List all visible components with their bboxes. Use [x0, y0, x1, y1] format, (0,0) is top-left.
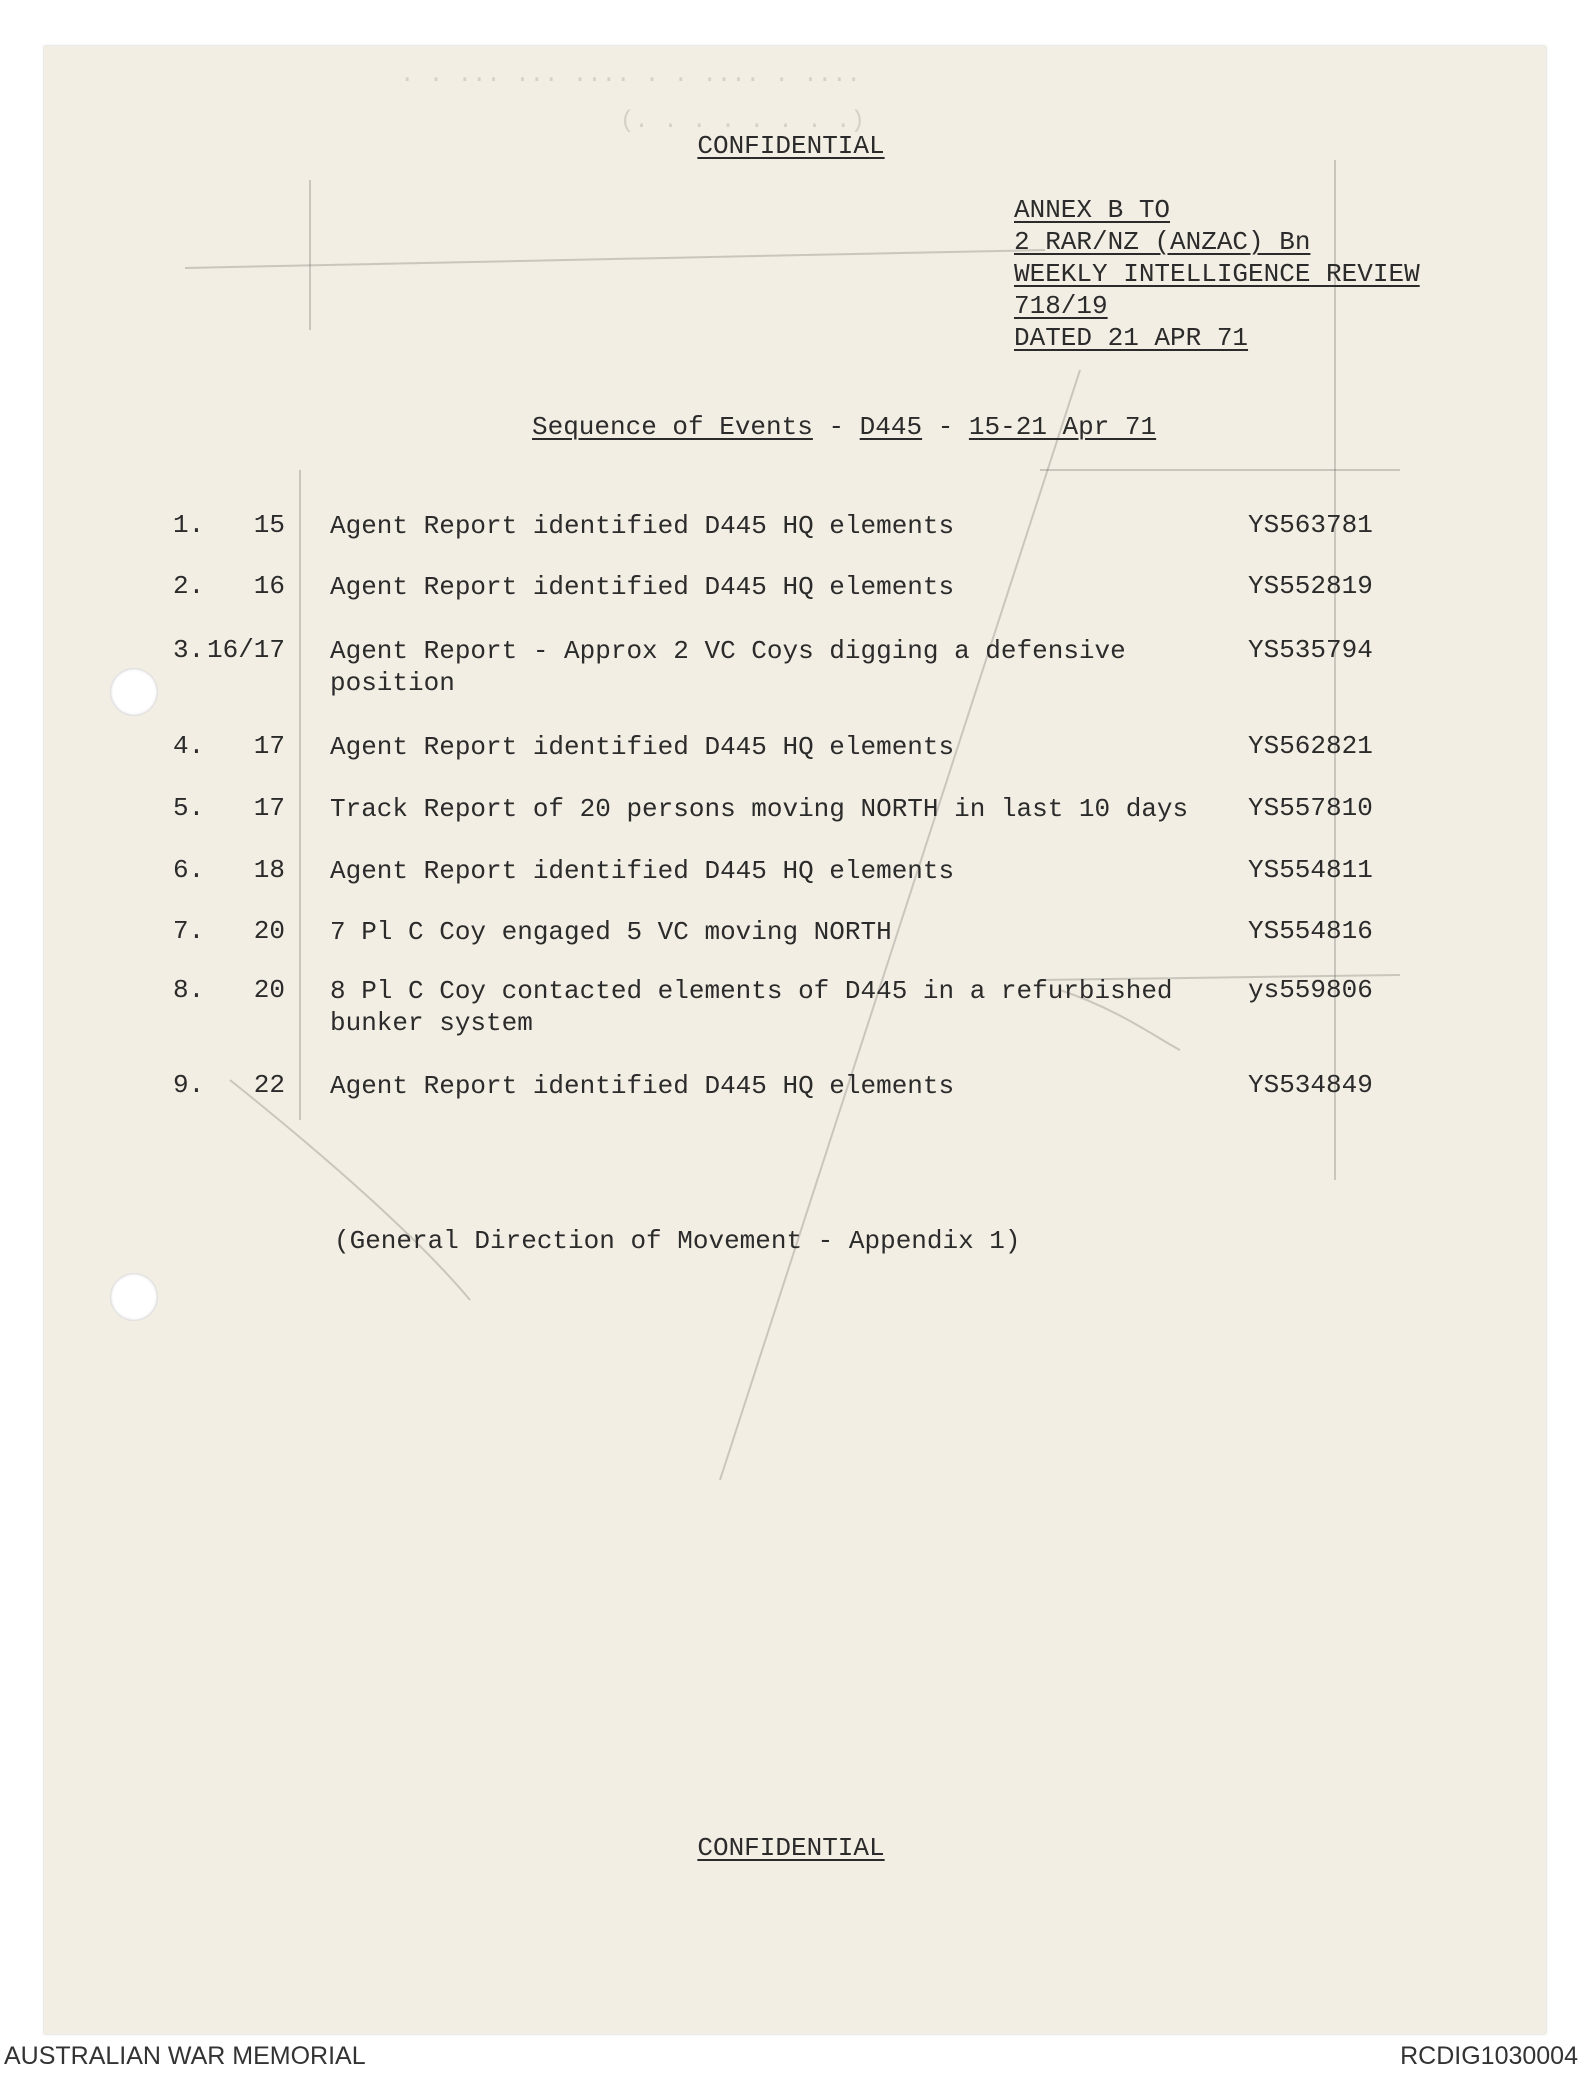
- header-classification: CONFIDENTIAL: [697, 131, 885, 161]
- event-date: 18: [253, 855, 285, 885]
- event-date: 16: [253, 571, 285, 601]
- annex-block: [1014, 194, 1420, 354]
- event-grid-reference: YS534849: [1248, 1070, 1373, 1100]
- event-grid-reference: YS554816: [1248, 916, 1373, 946]
- event-grid-reference: YS563781: [1248, 510, 1373, 540]
- archive-identifier: RCDIG1030004: [1400, 2042, 1578, 2070]
- event-grid-reference: YS535794: [1248, 635, 1373, 665]
- annex-line: DATED 21 APR 71: [1014, 323, 1249, 353]
- event-number: 3.: [173, 635, 205, 665]
- event-grid-reference: YS557810: [1248, 793, 1373, 823]
- event-date: 20: [253, 916, 285, 946]
- bleed-through-text: . . ... ... .... . . .... . ....: [400, 62, 861, 89]
- event-description: Agent Report - Approx 2 VC Coys digging a defensive position: [330, 636, 1126, 698]
- event-number: 1.: [173, 510, 205, 540]
- event-description: 7 Pl C Coy engaged 5 VC moving NORTH: [330, 917, 892, 947]
- bleed-through-text: (. . . . . . . .): [620, 108, 865, 135]
- event-date: 17: [253, 731, 285, 761]
- footnote: (General Direction of Movement - Appendix 1): [334, 1226, 1021, 1256]
- event-date: 20: [253, 975, 285, 1005]
- event-date: 22: [253, 1070, 285, 1100]
- footer-classification: CONFIDENTIAL: [697, 1833, 885, 1863]
- event-number: 2.: [173, 571, 205, 601]
- event-grid-reference: YS552819: [1248, 571, 1373, 601]
- event-date: 15: [253, 510, 285, 540]
- event-number: 6.: [173, 855, 205, 885]
- punch-hole: [110, 668, 158, 716]
- event-description: Agent Report identified D445 HQ elements: [330, 732, 955, 762]
- event-date: 16/17: [206, 635, 285, 665]
- archive-credit: AUSTRALIAN WAR MEMORIAL: [4, 2042, 366, 2070]
- event-description: Track Report of 20 persons moving NORTH in last 10 days: [330, 794, 1189, 824]
- event-description: Agent Report identified D445 HQ elements: [330, 511, 955, 541]
- event-date: 17: [253, 793, 285, 823]
- event-number: 4.: [173, 731, 205, 761]
- event-number: 9.: [173, 1070, 205, 1100]
- document-title: Sequence of Events - D445 - 15-21 Apr 71: [532, 412, 1157, 442]
- event-number: 7.: [173, 916, 205, 946]
- event-number: 8.: [173, 975, 205, 1005]
- event-description: 8 Pl C Coy contacted elements of D445 in a refurbished bunker system: [330, 976, 1173, 1038]
- event-description: Agent Report identified D445 HQ elements: [330, 1071, 955, 1101]
- annex-line: 2 RAR/NZ (ANZAC) Bn: [1014, 227, 1311, 257]
- event-grid-reference: YS562821: [1248, 731, 1373, 761]
- event-grid-reference: YS554811: [1248, 855, 1373, 885]
- event-number: 5.: [173, 793, 205, 823]
- annex-line: 718/19: [1014, 291, 1108, 321]
- event-grid-reference: ys559806: [1248, 975, 1373, 1005]
- event-description: Agent Report identified D445 HQ elements: [330, 856, 955, 886]
- annex-line: WEEKLY INTELLIGENCE REVIEW: [1014, 259, 1420, 289]
- annex-line: ANNEX B TO: [1014, 195, 1171, 225]
- event-description: Agent Report identified D445 HQ elements: [330, 572, 955, 602]
- punch-hole: [110, 1273, 158, 1321]
